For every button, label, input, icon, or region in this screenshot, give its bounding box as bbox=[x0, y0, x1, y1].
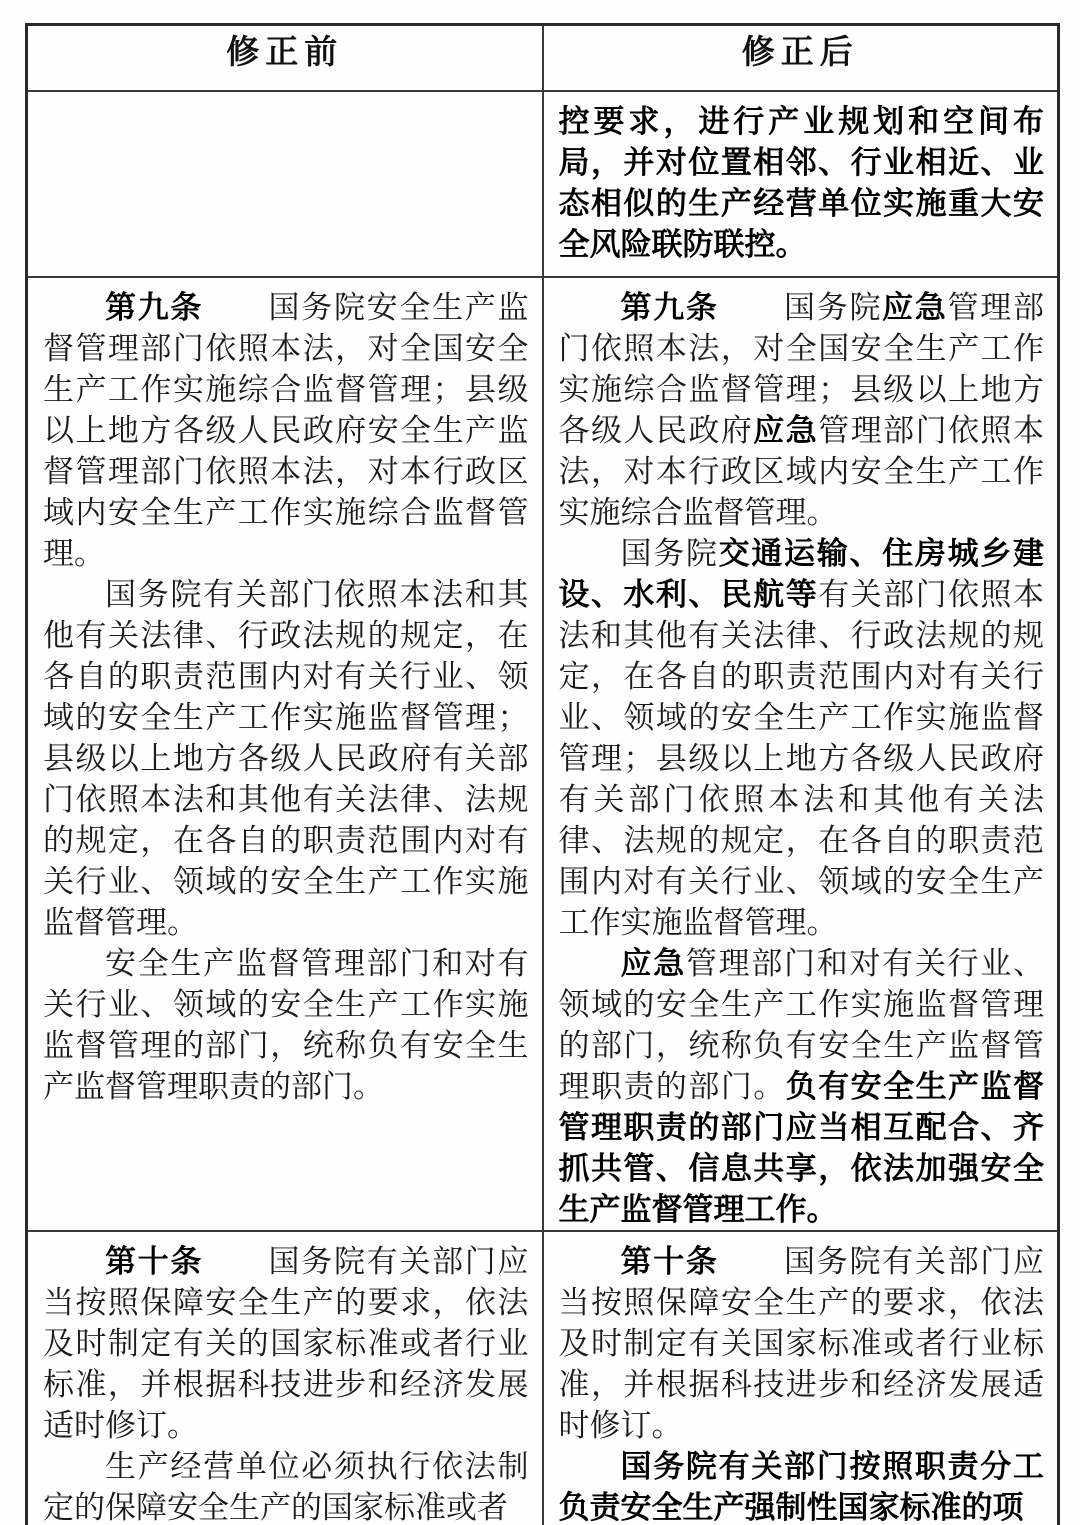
amended-text-run: 第十条 bbox=[105, 1244, 204, 1279]
table-row bbox=[27, 277, 1059, 1231]
cell-after bbox=[543, 91, 1059, 277]
paragraph bbox=[43, 1241, 529, 1446]
paragraph bbox=[559, 101, 1045, 265]
paragraph bbox=[559, 1241, 1045, 1446]
cell-content bbox=[544, 92, 1058, 265]
text-run: 管理部门和对有关行业、领域的安全生产工作实施监督管理的部门，统称负有安全生产监督管理职责的部门。 bbox=[558, 946, 1045, 1104]
cell-before bbox=[27, 91, 543, 277]
amended-text-run: 应急 bbox=[753, 413, 819, 448]
amended-text-run: 控要求，进行产业规划和空间布局，并对位置相邻、行业相近、业态相似的生产经营单位实施重大安全风险联防联控。 bbox=[558, 104, 1044, 262]
table-body bbox=[27, 91, 1059, 1525]
text-run: 国务院 bbox=[718, 290, 883, 325]
text-run: 国务院安全生产监督管理部门依照本法，对全国安全生产工作实施综合监督管理；县级以上地方各级人民政府安全生产监督管理部门依照本法，对本行政区域内安全生产工作实施综合监督管理。 bbox=[43, 290, 529, 571]
amended-text-run: 交通运输、住房城乡建设、水利、民航等 bbox=[558, 536, 1044, 612]
paragraph bbox=[559, 943, 1045, 1230]
paragraph bbox=[43, 1446, 529, 1525]
cell-after bbox=[543, 277, 1059, 1231]
cell-content bbox=[28, 278, 542, 1107]
text-run: 管理部门依照本法，对本行政区域内安全生产工作实施综合监督管理。 bbox=[558, 413, 1045, 530]
paragraph bbox=[559, 287, 1045, 533]
amended-text-run: 第九条 bbox=[105, 290, 204, 325]
paragraph bbox=[559, 533, 1045, 943]
text-run: 管理部门依照本法，对全国安全生产工作实施综合监督管理；县级以上地方各级人民政府 bbox=[558, 290, 1045, 448]
text-run: 国务院有关部门应当按照保障安全生产的要求，依法及时制定有关国家标准或者行业标准，并根据科技进步和经济发展适时修订。 bbox=[558, 1244, 1044, 1443]
text-run: 安全生产监督管理部门和对有关行业、领域的安全生产工作实施监督管理的部门，统称负有安全生产监督管理职责的部门。 bbox=[43, 946, 529, 1104]
cell-before bbox=[27, 277, 543, 1231]
column-header-before: 修正前 bbox=[27, 25, 543, 92]
paragraph bbox=[43, 943, 529, 1107]
text-run: 生产经营单位必须执行依法制定的保障安全生产的国家标准或者 bbox=[43, 1449, 529, 1525]
cell-content bbox=[544, 1232, 1058, 1525]
amended-text-run: 应急 bbox=[882, 290, 948, 325]
paragraph bbox=[43, 287, 529, 574]
amended-text-run: 应急 bbox=[620, 946, 686, 981]
amended-text-run: 国务院有关部门按照职责分工负责安全生产强制性国家标准的项 bbox=[558, 1449, 1044, 1525]
column-header-after: 修正后 bbox=[543, 25, 1059, 92]
cell-before bbox=[27, 1231, 543, 1525]
cell-content bbox=[544, 278, 1058, 1230]
cell-content bbox=[28, 1232, 542, 1525]
table-row bbox=[27, 91, 1059, 277]
cell-content bbox=[28, 92, 542, 101]
text-run: 国务院有关部门依照本法和其他有关法律、行政法规的规定，在各自的职责范围内对有关行业、领域的安全生产工作实施监督管理；县级以上地方各级人民政府有关部门依照本法和其他有关法律、法规的规定，在各自的职责范围内对有关行业、领域的安全生产工作实施监督管理。 bbox=[43, 577, 529, 940]
paragraph bbox=[559, 1446, 1045, 1525]
text-run: 国务院 bbox=[620, 536, 719, 571]
amended-text-run: 第九条 bbox=[620, 290, 719, 325]
paragraph bbox=[43, 574, 529, 943]
header-row bbox=[27, 25, 1059, 92]
cell-after bbox=[543, 1231, 1059, 1525]
amendment-comparison-table bbox=[25, 23, 1060, 1525]
text-run: 有关部门依照本法和其他有关法律、行政法规的规定，在各自的职责范围内对有关行业、领域的安全生产工作实施监督管理；县级以上地方各级人民政府有关部门依照本法和其他有关法律、法规的规定，在各自的职责范围内对有关行业、领域的安全生产工作实施监督管理。 bbox=[558, 577, 1045, 940]
text-run: 国务院有关部门应当按照保障安全生产的要求，依法及时制定有关的国家标准或者行业标准，并根据科技进步和经济发展适时修订。 bbox=[43, 1244, 529, 1443]
amended-text-run: 负有安全生产监督管理职责的部门应当相互配合、齐抓共管、信息共享，依法加强安全生产监督管理工作。 bbox=[558, 1069, 1044, 1227]
amended-text-run: 第十条 bbox=[620, 1244, 719, 1279]
table-row bbox=[27, 1231, 1059, 1525]
